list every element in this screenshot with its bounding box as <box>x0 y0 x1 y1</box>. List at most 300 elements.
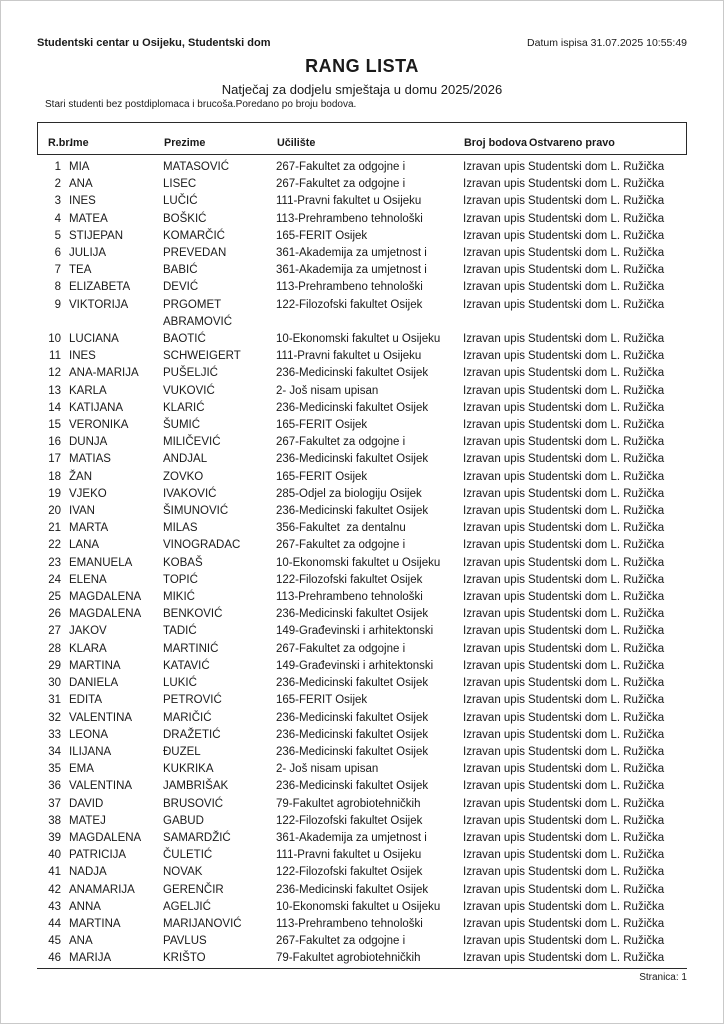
cell-uciliste: 111-Pravni fakultet u Osijeku <box>276 350 422 363</box>
cell-prezime: KLARIĆ <box>163 401 205 414</box>
cell-broj-bodova: Izravan upis <box>463 797 526 810</box>
table-row <box>37 899 687 916</box>
cell-rbr: 11 <box>49 350 61 363</box>
table-rows <box>37 159 687 968</box>
cell-ostvareno-pravo: Studentski dom L. Ružička <box>528 384 665 397</box>
cell-prezime: KOMARČIĆ <box>163 229 225 242</box>
cell-broj-bodova: Izravan upis <box>463 229 526 242</box>
table-row <box>37 658 687 675</box>
cell-ostvareno-pravo: Studentski dom L. Ružička <box>528 642 665 655</box>
cell-broj-bodova: Izravan upis <box>463 367 526 380</box>
cell-ostvareno-pravo: Studentski dom L. Ružička <box>528 333 665 346</box>
cell-uciliste: 113-Prehrambeno tehnološki <box>276 917 423 930</box>
cell-uciliste: 122-Filozofski fakultet Osijek <box>276 866 423 879</box>
table-row <box>37 193 687 210</box>
cell-prezime: KRIŠTO <box>163 952 206 965</box>
cell-uciliste: 111-Pravni fakultet u Osijeku <box>276 849 422 862</box>
cell-uciliste: 113-Prehrambeno tehnološki <box>276 281 423 294</box>
table-row <box>37 228 687 245</box>
cell-broj-bodova: Izravan upis <box>463 556 526 569</box>
cell-rbr: 23 <box>48 556 61 569</box>
cell-prezime: JAMBRIŠAK <box>163 780 229 793</box>
cell-ostvareno-pravo: Studentski dom L. Ružička <box>528 591 665 604</box>
table-row <box>37 796 687 813</box>
cell-ime: DAVID <box>69 797 104 810</box>
cell-prezime: MARIČIĆ <box>163 711 212 724</box>
cell-prezime: KUKRIKA <box>163 763 214 776</box>
table-row <box>37 847 687 864</box>
table-row <box>37 262 687 279</box>
cell-prezime: MARTINIĆ <box>163 642 219 655</box>
cell-rbr: 13 <box>48 384 61 397</box>
cell-prezime: SAMARDŽIĆ <box>163 831 231 844</box>
cell-ostvareno-pravo: Studentski dom L. Ružička <box>528 935 665 948</box>
cell-uciliste: 10-Ekonomski fakultet u Osijeku <box>276 333 441 346</box>
cell-uciliste: 285-Odjel za biologiju Osijek <box>276 487 422 500</box>
table-row <box>37 383 687 400</box>
cell-broj-bodova: Izravan upis <box>463 212 526 225</box>
cell-ostvareno-pravo: Studentski dom L. Ružička <box>528 522 665 535</box>
table-row <box>37 245 687 262</box>
cell-uciliste: 10-Ekonomski fakultet u Osijeku <box>276 900 441 913</box>
cell-uciliste: 149-Građevinski i arhitektonski <box>276 659 434 672</box>
cell-prezime: PREVEDAN <box>163 247 227 260</box>
cell-rbr: 19 <box>48 487 61 500</box>
cell-broj-bodova: Izravan upis <box>463 436 526 449</box>
cell-uciliste: 2- Još nisam upisan <box>276 384 379 397</box>
cell-rbr: 36 <box>48 780 61 793</box>
cell-ostvareno-pravo: Studentski dom L. Ružička <box>528 161 665 173</box>
cell-ostvareno-pravo: Studentski dom L. Ružička <box>528 229 665 242</box>
cell-broj-bodova: Izravan upis <box>463 952 526 965</box>
cell-rbr: 21 <box>48 522 61 535</box>
cell-prezime: NOVAK <box>163 866 203 879</box>
cell-ime: ANAMARIJA <box>69 883 135 896</box>
cell-prezime: DRAŽETIĆ <box>163 728 221 741</box>
cell-broj-bodova: Izravan upis <box>463 522 526 535</box>
cell-broj-bodova: Izravan upis <box>463 195 526 208</box>
cell-ime: MARTINA <box>69 659 121 672</box>
cell-broj-bodova: Izravan upis <box>463 831 526 844</box>
cell-broj-bodova: Izravan upis <box>463 917 526 930</box>
cell-prezime: KATAVIĆ <box>163 659 210 672</box>
cell-uciliste: 361-Akademija za umjetnost i <box>276 247 427 260</box>
cell-broj-bodova: Izravan upis <box>463 247 526 260</box>
cell-ostvareno-pravo: Studentski dom L. Ružička <box>528 917 665 930</box>
cell-rbr: 10 <box>48 333 61 346</box>
cell-ostvareno-pravo: Studentski dom L. Ružička <box>528 264 665 277</box>
cell-ime: ANA <box>69 935 93 948</box>
cell-prezime: BOŠKIĆ <box>163 212 207 225</box>
cell-rbr: 42 <box>48 883 61 896</box>
cell-rbr: 35 <box>48 763 61 776</box>
cell-uciliste: 113-Prehrambeno tehnološki <box>276 591 423 604</box>
cell-rbr: 15 <box>48 419 61 432</box>
cell-rbr: 34 <box>48 745 61 758</box>
cell-ime: DANIELA <box>69 677 119 690</box>
cell-prezime: BRUSOVIĆ <box>163 797 224 810</box>
filter-note: Stari studenti bez postdiplomaca i brucoša.Poredano po broju bodova. <box>45 99 357 110</box>
table-row <box>37 520 687 537</box>
cell-ostvareno-pravo: Studentski dom L. Ružička <box>528 419 665 432</box>
cell-uciliste: 236-Medicinski fakultet Osijek <box>276 728 429 741</box>
cell-uciliste: 267-Fakultet za odgojne i <box>276 436 406 449</box>
cell-prezime: PUŠELJIĆ <box>163 367 218 380</box>
cell-prezime: LUKIĆ <box>163 677 197 690</box>
cell-ostvareno-pravo: Studentski dom L. Ružička <box>528 849 665 862</box>
cell-ostvareno-pravo: Studentski dom L. Ružička <box>528 573 665 586</box>
cell-broj-bodova: Izravan upis <box>463 608 526 621</box>
cell-ime: JULIJA <box>69 247 107 260</box>
cell-uciliste: 236-Medicinski fakultet Osijek <box>276 883 429 896</box>
cell-ostvareno-pravo: Studentski dom L. Ružička <box>528 711 665 724</box>
cell-ime: MARIJA <box>69 952 112 965</box>
cell-ostvareno-pravo: Studentski dom L. Ružička <box>528 608 665 621</box>
cell-broj-bodova: Izravan upis <box>463 384 526 397</box>
cell-ime: LUCIANA <box>69 333 119 346</box>
cell-ostvareno-pravo: Studentski dom L. Ružička <box>528 453 665 466</box>
cell-ime: KARLA <box>69 384 107 397</box>
cell-ime: EMANUELA <box>69 556 133 569</box>
cell-uciliste: 236-Medicinski fakultet Osijek <box>276 711 429 724</box>
cell-ime: JAKOV <box>69 625 107 638</box>
table-header <box>37 122 687 155</box>
cell-uciliste: 361-Akademija za umjetnost i <box>276 264 427 277</box>
table-row <box>37 451 687 468</box>
cell-rbr: 16 <box>48 436 61 449</box>
cell-broj-bodova: Izravan upis <box>463 505 526 518</box>
cell-rbr: 43 <box>48 900 61 913</box>
table-row <box>37 176 687 193</box>
col-header-pravo: Ostvareno pravo <box>529 137 615 149</box>
cell-uciliste: 113-Prehrambeno tehnološki <box>276 212 423 225</box>
cell-uciliste: 267-Fakultet za odgojne i <box>276 161 406 173</box>
cell-broj-bodova: Izravan upis <box>463 625 526 638</box>
table-row <box>37 434 687 451</box>
cell-prezime: MATASOVIĆ <box>163 161 230 173</box>
cell-rbr: 4 <box>54 212 61 225</box>
report-topbar <box>37 38 687 49</box>
cell-ime: MATEJ <box>69 814 106 827</box>
table-row <box>37 555 687 572</box>
cell-ostvareno-pravo: Studentski dom L. Ružička <box>528 797 665 810</box>
cell-rbr: 20 <box>48 505 61 518</box>
cell-prezime: MARIJANOVIĆ <box>163 917 242 930</box>
cell-uciliste: 236-Medicinski fakultet Osijek <box>276 453 429 466</box>
cell-uciliste: 149-Građevinski i arhitektonski <box>276 625 434 638</box>
cell-ostvareno-pravo: Studentski dom L. Ružička <box>528 436 665 449</box>
cell-rbr: 38 <box>48 814 61 827</box>
cell-ostvareno-pravo: Studentski dom L. Ružička <box>528 298 665 311</box>
footer-divider <box>37 968 687 969</box>
cell-rbr: 31 <box>48 694 61 707</box>
cell-prezime: BABIĆ <box>163 264 198 277</box>
cell-broj-bodova: Izravan upis <box>463 573 526 586</box>
cell-prezime: MILAS <box>163 522 198 535</box>
cell-ostvareno-pravo: Studentski dom L. Ružička <box>528 367 665 380</box>
cell-uciliste: 236-Medicinski fakultet Osijek <box>276 677 429 690</box>
col-header-rbr: R.br. <box>48 137 72 149</box>
cell-ime: ANNA <box>69 900 101 913</box>
cell-ime: ILIJANA <box>69 745 112 758</box>
cell-ostvareno-pravo: Studentski dom L. Ružička <box>528 625 665 638</box>
cell-uciliste: 165-FERIT Osijek <box>276 419 368 432</box>
cell-uciliste: 267-Fakultet za odgojne i <box>276 178 406 191</box>
cell-ostvareno-pravo: Studentski dom L. Ružička <box>528 247 665 260</box>
table-row <box>37 400 687 417</box>
cell-prezime: PETROVIĆ <box>163 694 222 707</box>
cell-rbr: 29 <box>48 659 61 672</box>
cell-prezime: SCHWEIGERT <box>163 350 241 363</box>
cell-broj-bodova: Izravan upis <box>463 161 526 173</box>
cell-broj-bodova: Izravan upis <box>463 333 526 346</box>
cell-uciliste: 267-Fakultet za odgojne i <box>276 642 406 655</box>
cell-rbr: 30 <box>48 677 61 690</box>
cell-prezime: GERENČIR <box>163 883 224 896</box>
cell-ime: ANA <box>69 178 93 191</box>
cell-rbr: 44 <box>48 917 61 930</box>
cell-rbr: 33 <box>48 728 61 741</box>
cell-ime: MAGDALENA <box>69 608 142 621</box>
cell-ime: KLARA <box>69 642 107 655</box>
cell-ostvareno-pravo: Studentski dom L. Ružička <box>528 900 665 913</box>
table-row <box>37 675 687 692</box>
cell-broj-bodova: Izravan upis <box>463 659 526 672</box>
table-row <box>37 641 687 658</box>
table-row <box>37 813 687 830</box>
cell-ostvareno-pravo: Studentski dom L. Ružička <box>528 556 665 569</box>
cell-uciliste: 2- Još nisam upisan <box>276 763 379 776</box>
cell-uciliste: 236-Medicinski fakultet Osijek <box>276 608 429 621</box>
cell-ime: MARTINA <box>69 917 121 930</box>
page-number: Stranica: 1 <box>639 972 687 983</box>
cell-rbr: 28 <box>48 642 61 655</box>
cell-uciliste: 79-Fakultet agrobiotehničkih <box>276 952 421 965</box>
cell-ime: MIA <box>69 161 90 173</box>
cell-broj-bodova: Izravan upis <box>463 470 526 483</box>
cell-uciliste: 10-Ekonomski fakultet u Osijeku <box>276 556 441 569</box>
cell-rbr: 7 <box>54 264 61 277</box>
cell-broj-bodova: Izravan upis <box>463 711 526 724</box>
cell-prezime: ĐUZEL <box>163 745 201 758</box>
cell-ime: MAGDALENA <box>69 591 142 604</box>
cell-broj-bodova: Izravan upis <box>463 264 526 277</box>
cell-prezime: LUČIĆ <box>163 195 198 208</box>
cell-ime: IVAN <box>69 505 95 518</box>
cell-ime: ŽAN <box>69 470 92 483</box>
cell-prezime: IVAKOVIĆ <box>163 487 217 500</box>
col-header-prezime: Prezime <box>164 137 206 149</box>
cell-ime: LEONA <box>69 728 108 741</box>
cell-prezime: ČULETIĆ <box>163 849 213 862</box>
cell-rbr: 22 <box>48 539 61 552</box>
table-row <box>37 744 687 761</box>
cell-ime: MATIAS <box>69 453 111 466</box>
cell-rbr: 39 <box>48 831 61 844</box>
cell-prezime: BAOTIĆ <box>163 333 206 346</box>
cell-uciliste: 122-Filozofski fakultet Osijek <box>276 814 423 827</box>
cell-broj-bodova: Izravan upis <box>463 642 526 655</box>
table-row <box>37 159 687 176</box>
table-row <box>37 486 687 503</box>
cell-ime: VJEKO <box>69 487 107 500</box>
cell-rbr: 6 <box>54 247 61 260</box>
cell-ime: STIJEPAN <box>69 229 124 242</box>
cell-broj-bodova: Izravan upis <box>463 178 526 191</box>
cell-ime: VIKTORIJA <box>69 298 129 311</box>
cell-ime: NADJA <box>69 866 107 879</box>
cell-ostvareno-pravo: Studentski dom L. Ružička <box>528 883 665 896</box>
cell-broj-bodova: Izravan upis <box>463 866 526 879</box>
table-row <box>37 537 687 554</box>
cell-ostvareno-pravo: Studentski dom L. Ružička <box>528 952 665 965</box>
table-row <box>37 933 687 950</box>
table-row <box>37 727 687 744</box>
table-row <box>37 211 687 228</box>
cell-broj-bodova: Izravan upis <box>463 745 526 758</box>
cell-ostvareno-pravo: Studentski dom L. Ružička <box>528 195 665 208</box>
table-row <box>37 365 687 382</box>
cell-ostvareno-pravo: Studentski dom L. Ružička <box>528 694 665 707</box>
cell-broj-bodova: Izravan upis <box>463 350 526 363</box>
cell-broj-bodova: Izravan upis <box>463 591 526 604</box>
cell-rbr: 8 <box>54 281 61 294</box>
cell-uciliste: 111-Pravni fakultet u Osijeku <box>276 195 422 208</box>
cell-rbr: 12 <box>48 367 61 380</box>
cell-broj-bodova: Izravan upis <box>463 419 526 432</box>
cell-rbr: 37 <box>48 797 61 810</box>
org-title: Studentski centar u Osijeku, Studentski dom <box>37 37 271 49</box>
cell-prezime: BENKOVIĆ <box>163 608 223 621</box>
cell-ime: TEA <box>69 264 92 277</box>
cell-uciliste: 79-Fakultet agrobiotehničkih <box>276 797 421 810</box>
cell-rbr: 24 <box>48 573 61 586</box>
cell-ime: EMA <box>69 763 94 776</box>
cell-prezime: ZOVKO <box>163 470 204 483</box>
table-row <box>37 297 687 331</box>
cell-prezime: MIKIĆ <box>163 591 195 604</box>
cell-prezime: ANDJAL <box>163 453 208 466</box>
page-title: RANG LISTA <box>305 56 419 76</box>
table-row <box>37 417 687 434</box>
cell-broj-bodova: Izravan upis <box>463 900 526 913</box>
cell-ime: PATRICIJA <box>69 849 127 862</box>
cell-prezime: PRGOMET ABRAMOVIĆ <box>163 298 233 328</box>
cell-ostvareno-pravo: Studentski dom L. Ružička <box>528 866 665 879</box>
cell-rbr: 27 <box>48 625 61 638</box>
cell-ime: ELIZABETA <box>69 281 131 294</box>
cell-rbr: 1 <box>54 161 61 173</box>
cell-ime: VALENTINA <box>69 711 133 724</box>
cell-rbr: 25 <box>48 591 61 604</box>
table-row <box>37 348 687 365</box>
cell-broj-bodova: Izravan upis <box>463 487 526 500</box>
cell-ostvareno-pravo: Studentski dom L. Ružička <box>528 487 665 500</box>
cell-uciliste: 236-Medicinski fakultet Osijek <box>276 780 429 793</box>
cell-ime: MARTA <box>69 522 109 535</box>
cell-ostvareno-pravo: Studentski dom L. Ružička <box>528 831 665 844</box>
cell-ostvareno-pravo: Studentski dom L. Ružička <box>528 659 665 672</box>
cell-rbr: 32 <box>48 711 61 724</box>
cell-rbr: 41 <box>48 866 61 879</box>
cell-prezime: ŠIMUNOVIĆ <box>163 505 229 518</box>
cell-ostvareno-pravo: Studentski dom L. Ružička <box>528 677 665 690</box>
cell-broj-bodova: Izravan upis <box>463 298 526 311</box>
cell-ime: VERONIKA <box>69 419 129 432</box>
col-header-uciliste: Učilište <box>277 137 316 149</box>
cell-uciliste: 236-Medicinski fakultet Osijek <box>276 367 429 380</box>
cell-broj-bodova: Izravan upis <box>463 453 526 466</box>
table-row <box>37 882 687 899</box>
cell-ostvareno-pravo: Studentski dom L. Ružička <box>528 780 665 793</box>
table-row <box>37 331 687 348</box>
cell-broj-bodova: Izravan upis <box>463 281 526 294</box>
cell-ostvareno-pravo: Studentski dom L. Ružička <box>528 281 665 294</box>
table-row <box>37 572 687 589</box>
cell-broj-bodova: Izravan upis <box>463 677 526 690</box>
cell-broj-bodova: Izravan upis <box>463 539 526 552</box>
cell-uciliste: 165-FERIT Osijek <box>276 229 368 242</box>
cell-rbr: 2 <box>54 178 61 191</box>
cell-rbr: 45 <box>48 935 61 948</box>
cell-uciliste: 165-FERIT Osijek <box>276 694 368 707</box>
cell-uciliste: 267-Fakultet za odgojne i <box>276 935 406 948</box>
cell-uciliste: 356-Fakultet za dentalnu <box>276 522 406 535</box>
cell-broj-bodova: Izravan upis <box>463 814 526 827</box>
cell-ostvareno-pravo: Studentski dom L. Ružička <box>528 470 665 483</box>
cell-uciliste: 122-Filozofski fakultet Osijek <box>276 573 423 586</box>
cell-ostvareno-pravo: Studentski dom L. Ružička <box>528 505 665 518</box>
cell-rbr: 17 <box>48 453 61 466</box>
cell-prezime: TOPIĆ <box>163 573 198 586</box>
cell-rbr: 14 <box>48 401 61 414</box>
print-date: Datum ispisa 31.07.2025 10:55:49 <box>527 37 687 49</box>
cell-broj-bodova: Izravan upis <box>463 780 526 793</box>
col-header-ime: Ime <box>70 137 89 149</box>
cell-prezime: VUKOVIĆ <box>163 384 215 397</box>
cell-ime: INES <box>69 350 96 363</box>
table-row <box>37 279 687 296</box>
cell-ostvareno-pravo: Studentski dom L. Ružička <box>528 539 665 552</box>
table-row <box>37 778 687 795</box>
cell-ime: ANA-MARIJA <box>69 367 139 380</box>
cell-prezime: TADIĆ <box>163 625 197 638</box>
table-row <box>37 916 687 933</box>
cell-uciliste: 236-Medicinski fakultet Osijek <box>276 505 429 518</box>
cell-ime: VALENTINA <box>69 780 133 793</box>
cell-uciliste: 122-Filozofski fakultet Osijek <box>276 298 423 311</box>
cell-ime: MAGDALENA <box>69 831 142 844</box>
cell-prezime: DEVIĆ <box>163 281 199 294</box>
cell-prezime: AGELJIĆ <box>163 900 211 913</box>
cell-prezime: LISEC <box>163 178 197 191</box>
page-subtitle: Natječaj za dodjelu smještaja u domu 2025/2026 <box>221 82 503 97</box>
table-row <box>37 761 687 778</box>
cell-rbr: 26 <box>48 608 61 621</box>
table-row <box>37 692 687 709</box>
cell-ime: DUNJA <box>69 436 108 449</box>
table-row <box>37 830 687 847</box>
cell-uciliste: 236-Medicinski fakultet Osijek <box>276 401 429 414</box>
cell-rbr: 9 <box>54 298 61 311</box>
table-row <box>37 469 687 486</box>
cell-ostvareno-pravo: Studentski dom L. Ružička <box>528 178 665 191</box>
cell-prezime: PAVLUS <box>163 935 207 948</box>
cell-broj-bodova: Izravan upis <box>463 728 526 741</box>
table-row <box>37 623 687 640</box>
col-header-bodovi: Broj bodova <box>464 137 527 149</box>
cell-ime: ELENA <box>69 573 107 586</box>
